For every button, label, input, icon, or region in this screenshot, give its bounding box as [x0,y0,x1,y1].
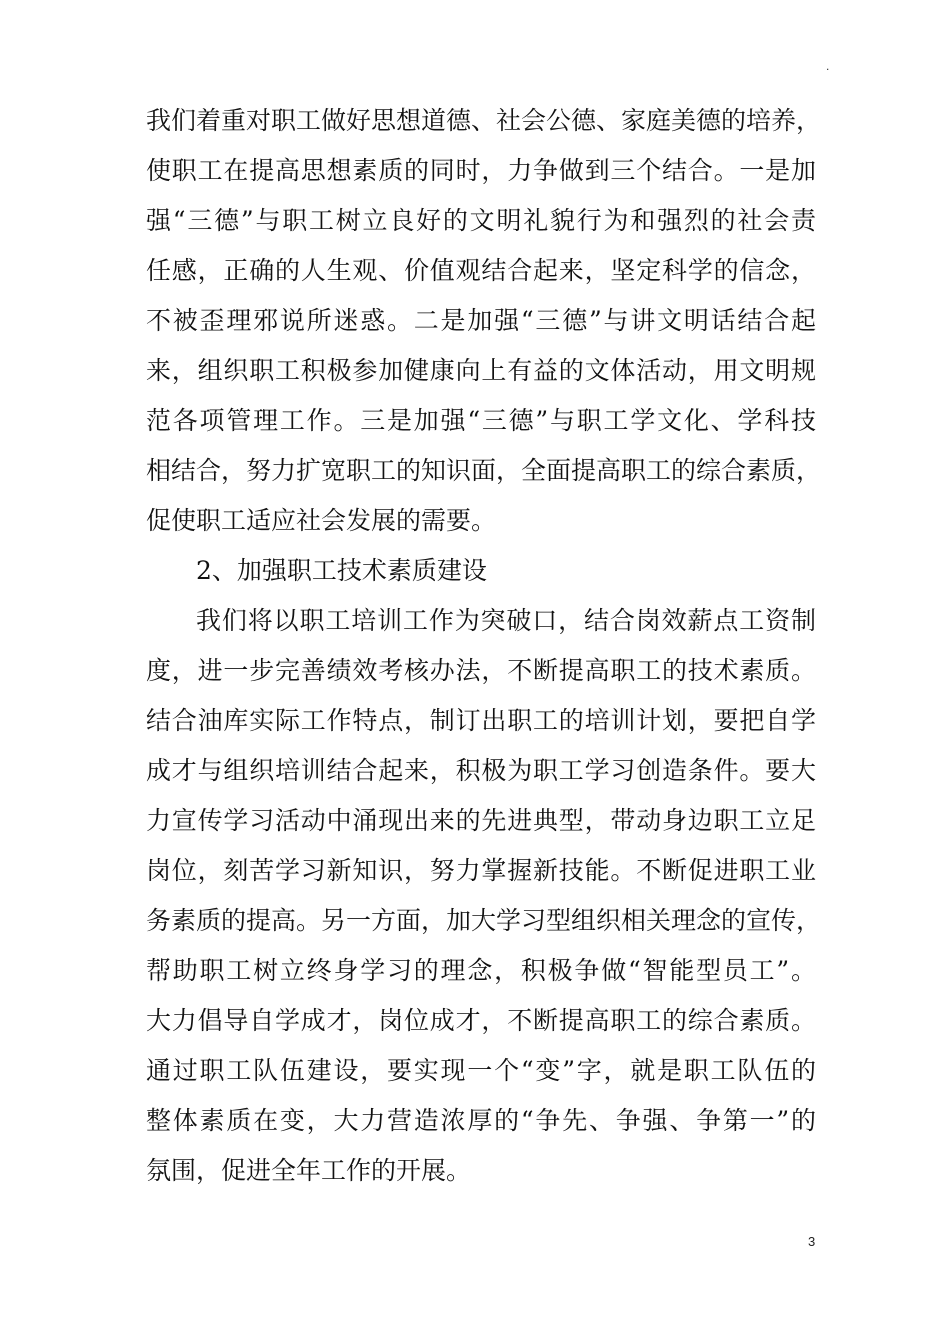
paragraph-line: 相结合，努力扩宽职工的知识面，全面提高职工的综合素质， [146,456,822,485]
paragraph-line: 务素质的提高。另一方面，加大学习型组织相关理念的宣传， [146,906,822,935]
paragraph-line: 范各项管理工作。三是加强“三德”与职工学文化、学科技 [146,406,816,435]
paragraph-line: 氛围，促进全年工作的开展。 [146,1156,472,1185]
document-body [146,96,822,1196]
header-dot: . [826,59,830,73]
paragraph-line: 促使职工适应社会发展的需要。 [146,506,497,535]
paragraph-line: 结合油库实际工作特点，制订出职工的培训计划，要把自学 [146,706,816,735]
paragraph-line: 来，组织职工积极参加健康向上有益的文体活动，用文明规 [146,356,816,385]
paragraph-line: 我们着重对职工做好思想道德、社会公德、家庭美德的培养， [146,106,822,135]
paragraph-line: 任感，正确的人生观、价值观结合起来，坚定科学的信念， [146,256,816,285]
paragraph-line: 强“三德”与职工树立良好的文明礼貌行为和强烈的社会责 [146,206,816,235]
paragraph-line: 帮助职工树立终身学习的理念，积极争做“智能型员工”。 [146,956,816,985]
paragraph-line: 使职工在提高思想素质的同时，力争做到三个结合。一是加 [146,156,816,185]
paragraph-line: 我们将以职工培训工作为突破口，结合岗效薪点工资制 [196,606,816,635]
section-heading: 2、加强职工技术素质建设 [196,556,487,585]
paragraph-line: 不被歪理邪说所迷惑。二是加强“三德”与讲文明话结合起 [146,306,816,335]
paragraph-line: 度，进一步完善绩效考核办法，不断提高职工的技术素质。 [146,656,816,685]
page-number: 3 [808,1234,816,1249]
paragraph-line: 岗位，刻苦学习新知识，努力掌握新技能。不断促进职工业 [146,856,816,885]
paragraph-line: 通过职工队伍建设，要实现一个“变”字，就是职工队伍的 [146,1056,816,1085]
paragraph-line: 整体素质在变，大力营造浓厚的“争先、争强、争第一”的 [146,1106,816,1135]
paragraph-line: 力宣传学习活动中涌现出来的先进典型，带动身边职工立足 [146,806,816,835]
paragraph-line: 成才与组织培训结合起来，积极为职工学习创造条件。要大 [146,756,816,785]
paragraph-line: 大力倡导自学成才，岗位成才，不断提高职工的综合素质。 [146,1006,816,1035]
